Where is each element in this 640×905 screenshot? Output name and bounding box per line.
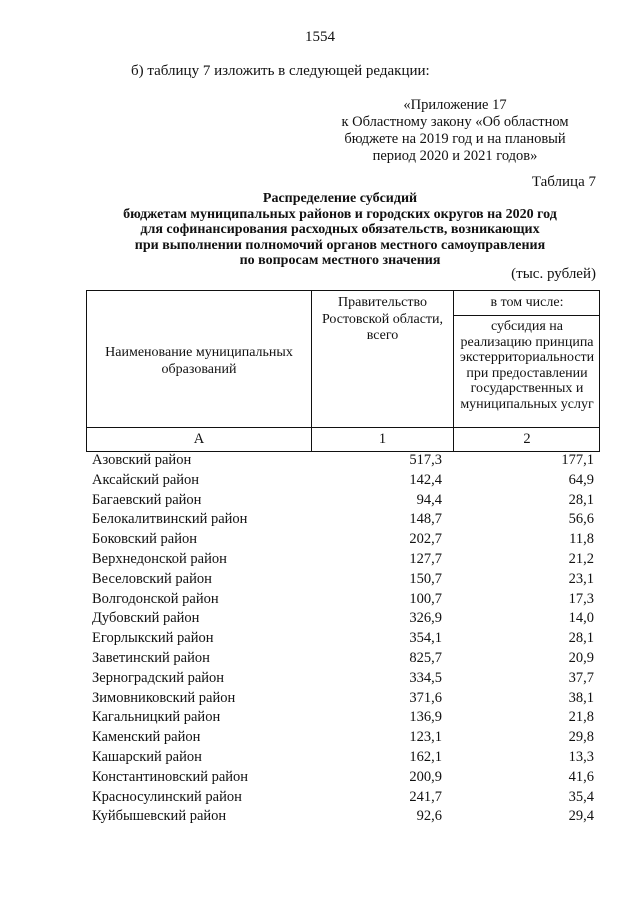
row-name: Зерноградский район	[92, 669, 225, 686]
table-row	[86, 610, 600, 630]
row-total: 326,9	[409, 610, 442, 627]
row-total: 162,1	[409, 748, 442, 765]
row-subsidy: 21,8	[568, 709, 594, 726]
row-subsidy: 35,4	[568, 788, 594, 805]
table-row	[86, 531, 600, 551]
row-subsidy: 11,8	[569, 531, 594, 548]
column-header-including: в том числе:	[490, 295, 564, 310]
row-subsidy: 41,6	[568, 768, 594, 785]
row-total: 148,7	[409, 511, 442, 528]
row-subsidy: 21,2	[568, 550, 594, 567]
table-row	[86, 492, 600, 512]
row-name: Константиновский район	[92, 768, 249, 785]
table-row	[86, 670, 600, 690]
table-row	[86, 591, 600, 611]
numbering-divider	[87, 427, 599, 428]
appendix-line: период 2020 и 2021 годов»	[372, 148, 538, 164]
row-subsidy: 28,1	[568, 630, 594, 647]
row-subsidy: 177,1	[561, 452, 594, 468]
table-label: Таблица 7	[531, 174, 596, 190]
row-subsidy: 56,6	[568, 511, 594, 528]
row-subsidy: 38,1	[568, 689, 594, 706]
row-total: 127,7	[409, 550, 442, 567]
row-subsidy: 13,3	[568, 748, 594, 765]
row-name: Аксайский район	[92, 471, 200, 488]
heading-line: при выполнении полномочий органов местного самоуправления	[134, 237, 546, 253]
row-total: 136,9	[409, 709, 442, 726]
row-subsidy: 29,4	[568, 808, 594, 825]
appendix-line: бюджете на 2019 год и на плановый	[344, 131, 566, 147]
row-total: 150,7	[409, 570, 442, 587]
row-total: 334,5	[409, 669, 442, 686]
table-heading	[70, 191, 610, 269]
appendix-line: к Областному закону «Об областном	[341, 114, 569, 130]
appendix-reference	[300, 97, 610, 165]
row-total: 825,7	[409, 649, 442, 666]
row-name: Веселовский район	[92, 570, 212, 587]
table-row	[86, 551, 600, 571]
appendix-line: «Приложение 17	[403, 97, 507, 113]
row-name: Багаевский район	[92, 491, 202, 508]
table-row	[86, 511, 600, 531]
heading-line: бюджетам муниципальных районов и городских округов на 2020 год	[123, 206, 557, 222]
row-name: Заветинский район	[92, 649, 210, 666]
heading-line: по вопросам местного значения	[239, 253, 441, 269]
row-subsidy: 29,8	[568, 729, 594, 746]
row-name: Дубовский район	[92, 610, 200, 627]
row-name: Каменский район	[92, 729, 201, 746]
row-name: Зимовниковский район	[92, 689, 236, 706]
table-header	[86, 290, 600, 452]
row-total: 200,9	[409, 768, 442, 785]
row-total: 371,6	[409, 689, 442, 706]
row-name: Куйбышевский район	[92, 808, 227, 825]
column-number-2: 2	[523, 431, 531, 447]
units-label: (тыс. рублей)	[511, 266, 596, 282]
column-header-total: Правительство Ростовской области, всего	[321, 295, 444, 343]
heading-line: Распределение субсидий	[262, 191, 418, 206]
column-header-subsidy: субсидия на реализацию принципа экстерриториальности при предоставлении государственных и муниципальных услуг	[459, 319, 595, 412]
row-total: 123,1	[409, 729, 442, 746]
table-row	[86, 789, 600, 809]
row-total: 142,4	[409, 471, 442, 488]
row-subsidy: 20,9	[568, 649, 594, 666]
row-total: 94,4	[416, 491, 442, 508]
row-name: Боковский район	[92, 531, 197, 548]
row-total: 517,3	[409, 452, 442, 468]
row-subsidy: 37,7	[568, 669, 594, 686]
table-row	[86, 452, 600, 472]
table-row	[86, 472, 600, 492]
row-total: 92,6	[416, 808, 442, 825]
column-number-1: 1	[378, 431, 387, 447]
row-name: Волгодонской район	[92, 590, 219, 607]
row-total: 241,7	[409, 788, 442, 805]
table-body	[86, 452, 600, 828]
table-row	[86, 729, 600, 749]
table-row	[86, 650, 600, 670]
row-total: 354,1	[409, 630, 442, 647]
table-row	[86, 808, 600, 828]
row-subsidy: 64,9	[568, 471, 594, 488]
row-name: Красносулинский район	[92, 788, 242, 805]
page-number: 1554	[305, 29, 335, 45]
table-row	[86, 769, 600, 789]
row-subsidy: 14,0	[568, 610, 594, 627]
table-row	[86, 749, 600, 769]
table-row	[86, 690, 600, 710]
row-subsidy: 17,3	[568, 590, 594, 607]
row-name: Кашарский район	[92, 748, 202, 765]
subheader-divider	[453, 315, 599, 316]
table-row	[86, 709, 600, 729]
row-name: Азовский район	[92, 452, 192, 468]
intro-text: б) таблицу 7 изложить в следующей редакции:	[131, 63, 430, 79]
row-subsidy: 28,1	[568, 491, 594, 508]
row-name: Егорлыкский район	[92, 630, 214, 647]
column-number-a: А	[193, 431, 205, 447]
row-name: Белокалитвинский район	[92, 511, 248, 528]
column-header-name: Наименование муниципальных образований	[105, 345, 293, 377]
row-name: Верхнедонской район	[92, 550, 227, 567]
row-subsidy: 23,1	[568, 570, 594, 587]
row-total: 202,7	[409, 531, 442, 548]
heading-line: для софинансирования расходных обязательств, возникающих	[140, 222, 540, 238]
table-row	[86, 630, 600, 650]
row-total: 100,7	[409, 590, 442, 607]
table-row	[86, 571, 600, 591]
row-name: Кагальницкий район	[92, 709, 221, 726]
